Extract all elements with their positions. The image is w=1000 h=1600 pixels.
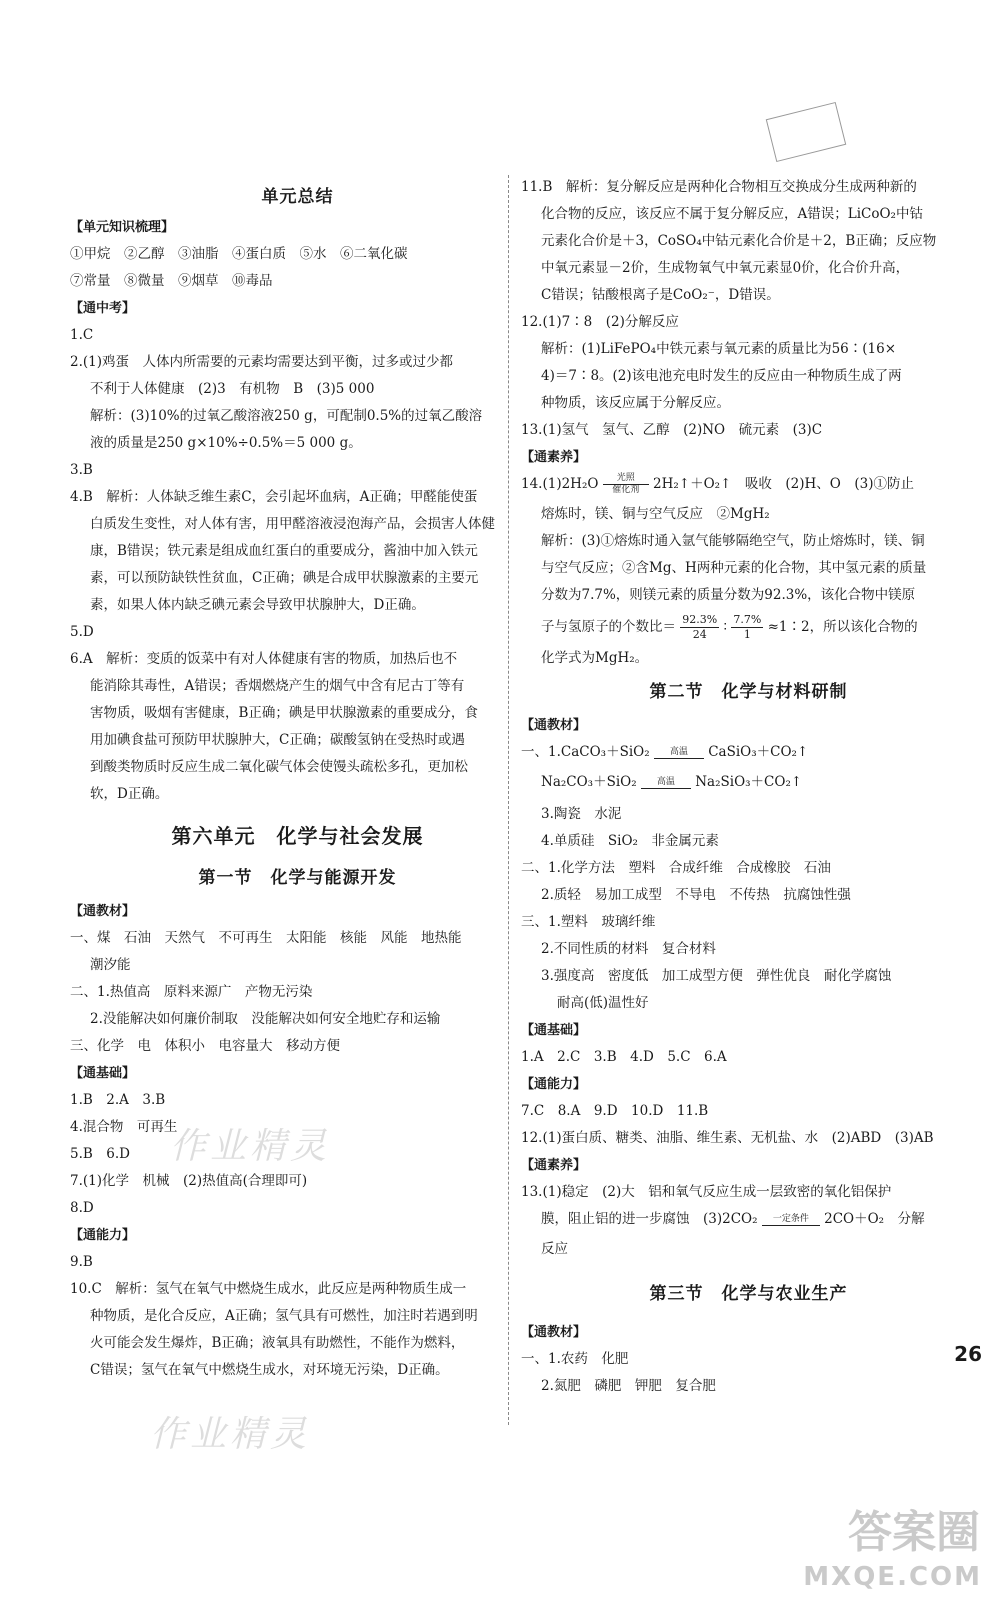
numerator: 7.7% <box>733 613 762 626</box>
text-line: 害物质，吸烟有害健康，B正确；碘是甲状腺激素的重要成分，食 <box>90 705 478 721</box>
section-tag: 【通素养】 <box>521 450 587 465</box>
text-line: 解析：(3)①熔炼时通入氩气能够隔绝空气，防止熔炼时，镁、铜 <box>541 533 925 549</box>
brand-logo: 答案圈 <box>848 1507 980 1558</box>
ratio-sign: ∶ <box>723 619 728 635</box>
section-tag: 【通素养】 <box>521 1158 587 1173</box>
reaction-arrow <box>641 777 691 789</box>
page-number: 26 <box>954 1342 982 1366</box>
equation-line <box>521 1206 976 1236</box>
text-line: 4.混合物 可再生 <box>70 1119 178 1135</box>
equation-part: Na₂CO₃＋SiO₂ <box>541 774 637 790</box>
unit-heading: 第六单元 化学与社会发展 <box>171 824 424 848</box>
text-line: 2.氮肥 磷肥 钾肥 复合肥 <box>541 1378 716 1394</box>
text-line: 12.(1)蛋白质、糖类、油脂、维生素、无机盐、水 (2)ABD (3)AB <box>521 1130 934 1146</box>
text-line: 中氧元素显－2价，生成物氧气中氧元素显0价，化合价升高， <box>541 260 910 276</box>
text-line: 3.强度高 密度低 加工成型方便 弹性优良 耐化学腐蚀 <box>541 968 892 984</box>
equation-part: Na₂SiO₃＋CO₂↑ <box>695 774 803 790</box>
section-tag: 【通教材】 <box>70 904 136 919</box>
text-line: 1.A 2.C 3.B 4.D 5.C 6.A <box>521 1049 727 1065</box>
text-line: 2.(1)鸡蛋 人体内所需要的元素均需要达到平衡，过多或过少都 <box>70 354 454 370</box>
numerator: 92.3% <box>682 613 718 626</box>
text-line: 5.D <box>70 624 94 640</box>
section-tag: 【通能力】 <box>70 1228 136 1243</box>
text-line: 9.B <box>70 1254 93 1270</box>
text-line: 分数为7.7%，则镁元素的质量分数为92.3%，该化合物中镁原 <box>541 587 916 603</box>
denominator: 24 <box>692 628 707 641</box>
text-line: 解析：(3)10%的过氧乙酸溶液250 g，可配制0.5%的过氧乙酸溶 <box>90 408 483 424</box>
fraction <box>731 613 763 642</box>
text-line: 解析：(1)LiFePO₄中铁元素与氧元素的质量比为56∶(16× <box>541 341 897 357</box>
text-line: 1.C <box>70 327 94 343</box>
text-line: 4)＝7∶8。(2)该电池充电时发生的反应由一种物质生成了两 <box>541 368 902 384</box>
text-line: 11.B 解析：复分解反应是两种化合物相互交换成分生成两种新的 <box>521 179 917 195</box>
equation-part: 2H₂↑＋O₂↑ 吸收 (2)H、O (3)①防止 <box>653 476 914 492</box>
equation-line <box>521 769 976 801</box>
text-line: ⑦常量 ⑧微量 ⑨烟草 ⑩毒品 <box>70 273 273 289</box>
fraction <box>680 613 719 642</box>
text-line: 能消除其毒性，A错误；香烟燃烧产生的烟气中含有尼古丁等有 <box>90 678 465 694</box>
section-tag: 【通能力】 <box>521 1077 587 1092</box>
text-line: 熔炼时，镁、铜与空气反应 ②MgH₂ <box>541 506 770 522</box>
text-line: 10.C 解析：氢气在氧气中燃烧生成水，此反应是两种物质生成一 <box>70 1281 467 1297</box>
right-column <box>521 0 976 1400</box>
watermark: 作业精灵 <box>150 1414 311 1455</box>
text-line: 用加碘食盐可预防甲状腺肿大，C正确；碳酸氢钠在受热时或遇 <box>90 732 465 748</box>
section-tag: 【通中考】 <box>70 301 136 316</box>
text-line: 素，可以预防缺铁性贫血，C正确；碘是合成甲状腺激素的主要元 <box>90 570 479 586</box>
equation-part: 膜，阻止铝的进一步腐蚀 (3)2CO₂ <box>541 1211 758 1227</box>
text-line: 2.不同性质的材料 复合材料 <box>541 941 716 957</box>
section-heading: 第三节 化学与农业生产 <box>649 1284 848 1304</box>
text-line: 耐高(低)温性好 <box>557 995 649 1011</box>
equation-part: 14.(1)2H₂O <box>521 476 599 492</box>
text-line: 4.B 解析：人体缺乏维生素C，会引起坏血病，A正确；甲醛能使蛋 <box>70 489 478 505</box>
equation-part: 子与氢原子的个数比＝ <box>541 619 676 635</box>
reaction-condition: 高温 <box>654 747 704 759</box>
text-line: 不利于人体健康 (2)3 有机物 B (3)5 000 <box>90 381 375 397</box>
denominator: 1 <box>743 628 751 641</box>
section-tag: 【单元知识梳理】 <box>70 220 175 235</box>
text-line: 13.(1)稳定 (2)大 铝和氧气反应生成一层致密的氧化铝保护 <box>521 1184 892 1200</box>
reaction-arrow <box>603 473 649 496</box>
text-line: 8.D <box>70 1200 94 1216</box>
reaction-arrow <box>762 1214 820 1226</box>
text-line: 种物质，该反应属于分解反应。 <box>541 395 730 411</box>
equation-part: 一、1.CaCO₃＋SiO₂ <box>521 744 650 760</box>
section-tag: 【通教材】 <box>521 718 587 733</box>
reaction-condition: 一定条件 <box>762 1214 820 1226</box>
text-line: C错误；钴酸根离子是CoO₂⁻，D错误。 <box>541 287 780 303</box>
equation-part: 2CO＋O₂ 分解 <box>824 1211 925 1227</box>
section-heading: 第二节 化学与材料研制 <box>649 682 848 702</box>
text-line: 元素化合价是＋3，CoSO₄中钴元素化合价是＋2，B正确；反应物 <box>541 233 937 249</box>
section-heading: 第一节 化学与能源开发 <box>198 868 397 888</box>
text-line: 3.B <box>70 462 93 478</box>
text-line: 7.(1)化学 机械 (2)热值高(合理即可) <box>70 1173 308 1189</box>
reaction-arrow <box>654 747 704 759</box>
reaction-condition: 催化剂 <box>612 485 640 495</box>
brand-url: MXQE.COM <box>803 1562 982 1592</box>
text-line: 康，B错误；铁元素是组成血红蛋白的重要成分，酱油中加入铁元 <box>90 543 478 559</box>
text-line: 一、1.农药 化肥 <box>521 1351 629 1367</box>
text-line: ①甲烷 ②乙醇 ③油脂 ④蛋白质 ⑤水 ⑥二氧化碳 <box>70 246 408 262</box>
text-line: 三、化学 电 体积小 电容量大 移动方便 <box>70 1038 340 1054</box>
text-line: 种物质，是化合反应，A正确；氢气具有可燃性，加注时若遇到明 <box>90 1308 478 1324</box>
text-line: 5.B 6.D <box>70 1146 131 1162</box>
text-line: 13.(1)氢气 氢气、乙醇 (2)NO 硫元素 (3)C <box>521 422 823 438</box>
text-line: 火可能会发生爆炸，B正确；液氧具有助燃性，不能作为燃料， <box>90 1335 465 1351</box>
equation-line <box>521 471 976 501</box>
text-line: 软，D正确。 <box>90 786 169 802</box>
text-line: 反应 <box>541 1241 568 1257</box>
section-tag: 【通基础】 <box>70 1066 136 1081</box>
section-tag: 【通基础】 <box>521 1023 587 1038</box>
text-line: 与空气反应；②含Mg、H两种元素的化合物，其中氢元素的质量 <box>541 560 927 576</box>
text-line: 二、1.化学方法 塑料 合成纤维 合成橡胶 石油 <box>521 860 831 876</box>
fraction-line <box>521 609 976 645</box>
text-line: 白质发生变性，对人体有害，用甲醛溶液浸泡海产品，会损害人体健 <box>90 516 495 532</box>
text-line: 化合物的反应，该反应不属于复分解反应，A错误；LiCoO₂中钴 <box>541 206 923 222</box>
section-tag: 【通教材】 <box>521 1325 587 1340</box>
text-line: 三、1.塑料 玻璃纤维 <box>521 914 656 930</box>
text-line: 1.B 2.A 3.B <box>70 1092 166 1108</box>
text-line: 3.陶瓷 水泥 <box>541 806 622 822</box>
text-line: 4.单质硅 SiO₂ 非金属元素 <box>541 833 719 849</box>
equation-line <box>521 739 976 769</box>
text-line: 2.没能解决如何廉价制取 没能解决如何安全地贮存和运输 <box>90 1011 441 1027</box>
text-line: 到酸类物质时反应生成二氧化碳气体会使馒头疏松多孔，更加松 <box>90 759 468 775</box>
text-line: C错误；氢气在氧气中燃烧生成水，对环境无污染，D正确。 <box>90 1362 449 1378</box>
text-line: 一、煤 石油 天然气 不可再生 太阳能 核能 风能 地热能 <box>70 930 462 946</box>
text-line: 12.(1)7∶8 (2)分解反应 <box>521 314 679 330</box>
reaction-condition: 光照 <box>603 473 649 485</box>
text-line: 潮汐能 <box>90 957 131 973</box>
reaction-condition: 高温 <box>641 777 691 789</box>
text-line: 化学式为MgH₂。 <box>541 650 649 666</box>
left-column <box>70 0 525 1384</box>
section-heading: 单元总结 <box>261 187 334 207</box>
text-line: 素，如果人体内缺乏碘元素会导致甲状腺肿大，D正确。 <box>90 597 425 613</box>
equation-part: ≈1∶2，所以该化合物的 <box>767 619 918 635</box>
text-line: 6.A 解析：变质的饭菜中有对人体健康有害的物质，加热后也不 <box>70 651 458 667</box>
watermark: 作业精灵 <box>170 1126 331 1167</box>
text-line: 二、1.热值高 原料来源广 产物无污染 <box>70 984 313 1000</box>
text-line: 液的质量是250 g×10%÷0.5%＝5 000 g。 <box>90 435 362 451</box>
equation-part: CaSiO₃＋CO₂↑ <box>708 744 809 760</box>
text-line: 7.C 8.A 9.D 10.D 11.B <box>521 1103 709 1119</box>
text-line: 2.质轻 易加工成型 不导电 不传热 抗腐蚀性强 <box>541 887 851 903</box>
